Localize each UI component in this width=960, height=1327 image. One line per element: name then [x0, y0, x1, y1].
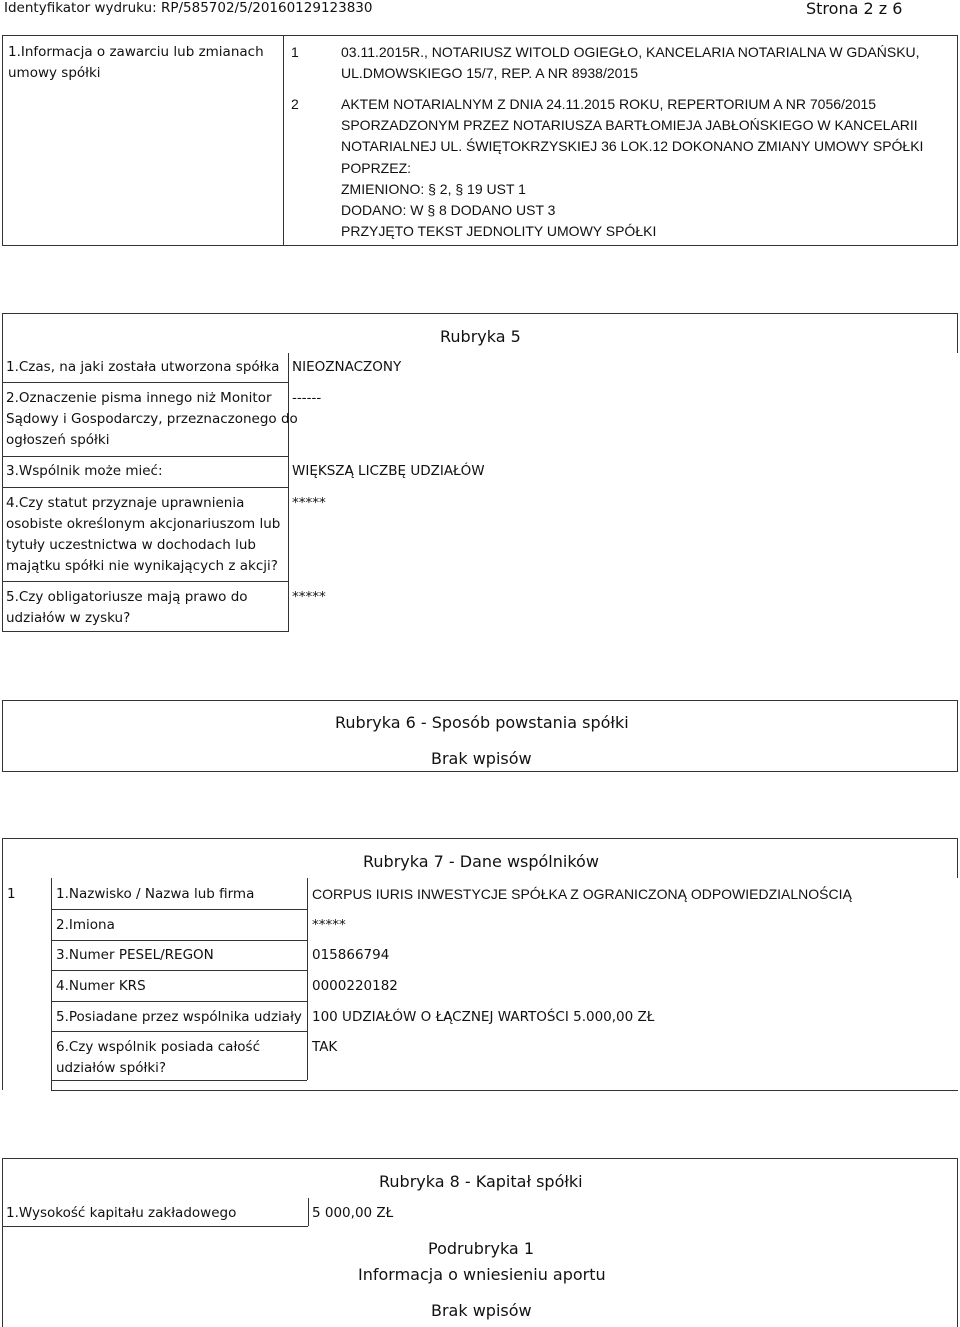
r7-value-all-shares: TAK: [312, 1039, 338, 1055]
r5-label-rights-cont: tytuły uczestnictwa w dochodach lub: [6, 537, 256, 553]
entry-number: 2: [291, 96, 299, 112]
r5-label-rights: 4.Czy statut przyznaje uprawnienia: [6, 495, 245, 511]
print-identifier: Identyfikator wydruku: RP/585702/5/20160129123830: [4, 0, 373, 16]
r7-value-shares-held: 100 UDZIAŁÓW O ŁĄCZNEJ WARTOŚCI 5.000,00 ZŁ: [312, 1009, 655, 1025]
r5-value-bondholders: *****: [292, 589, 326, 605]
r5-label-bondholders-cont: udziałów w zysku?: [6, 610, 131, 626]
partner-number: 1: [7, 886, 16, 902]
page-number: Strona 2 z 6: [806, 0, 903, 18]
r5-label-journal-cont: Sądowy i Gospodarczy, przeznaczonego do: [6, 411, 298, 427]
r5-value-rights: *****: [292, 495, 326, 511]
r5-label-shares: 3.Wspólnik może mieć:: [6, 463, 163, 479]
rubryka6-title: Rubryka 6 - Sposób powstania spółki: [335, 713, 629, 732]
entry-line: 03.11.2015R., NOTARIUSZ WITOLD OGIEGŁO, KANCELARIA NOTARIALNA W GDAŃSKU,: [341, 44, 920, 60]
r7-value-name: CORPUS IURIS INWESTYCJE SPÓŁKA Z OGRANICZONĄ ODPOWIEDZIALNOŚCIĄ: [312, 886, 852, 902]
r7-label-firstnames: 2.Imiona: [56, 917, 115, 933]
entry-line: UL.DMOWSKIEGO 15/7, REP. A NR 8938/2015: [341, 65, 638, 81]
r7-value-regon: 015866794: [312, 947, 390, 963]
r5-label-rights-cont: majątku spółki nie wynikających z akcji?: [6, 558, 278, 574]
entry-line: POPRZEZ:: [341, 160, 412, 176]
r5-label-journal-cont: ogłoszeń spółki: [6, 432, 110, 448]
r7-label-all-shares: 6.Czy wspólnik posiada całość: [56, 1039, 261, 1055]
r5-label-bondholders: 5.Czy obligatoriusze mają prawo do: [6, 589, 248, 605]
rubryka6-empty: Brak wpisów: [431, 749, 532, 768]
rubryka8-empty: Brak wpisów: [431, 1301, 532, 1320]
amendment-label: 1.Informacja o zawarciu lub zmianach: [8, 44, 264, 60]
entry-line: AKTEM NOTARIALNYM Z DNIA 24.11.2015 ROKU, REPERTORIUM A NR 7056/2015: [341, 96, 877, 112]
entry-line: NOTARIALNEJ UL. ŚWIĘTOKRZYSKIEJ 36 LOK.12 DOKONANO ZMIANY UMOWY SPÓŁKI: [341, 138, 924, 154]
r7-label-all-shares-cont: udziałów spółki?: [56, 1060, 167, 1076]
r7-label-krs: 4.Numer KRS: [56, 978, 146, 994]
r8-value-capital: 5 000,00 ZŁ: [312, 1205, 394, 1221]
rubryka5-title: Rubryka 5: [440, 327, 521, 346]
r7-label-shares-held: 5.Posiadane przez wspólnika udziały: [56, 1009, 302, 1025]
entry-line: PRZYJĘTO TEKST JEDNOLITY UMOWY SPÓŁKI: [341, 223, 657, 239]
r5-value-duration: NIEOZNACZONY: [292, 359, 402, 375]
r5-label-duration: 1.Czas, na jaki została utworzona spółka: [6, 359, 280, 375]
entry-line: SPORZADZONYM PRZEZ NOTARIUSZA BARTŁOMIEJA JABŁOŃSKIEGO W KANCELARII: [341, 117, 918, 133]
entry-line: DODANO: W § 8 DODANO UST 3: [341, 202, 556, 218]
r5-label-rights-cont: osobiste określonym akcjonariuszom lub: [6, 516, 281, 532]
subrubryka-title: Podrubryka 1: [428, 1239, 534, 1258]
entry-number: 1: [291, 44, 299, 60]
r8-label-capital: 1.Wysokość kapitału zakładowego: [6, 1205, 237, 1221]
r5-value-shares: WIĘKSZĄ LICZBĘ UDZIAŁÓW: [292, 463, 485, 479]
rubryka7-title: Rubryka 7 - Dane wspólników: [363, 852, 599, 871]
r7-value-krs: 0000220182: [312, 978, 398, 994]
r5-value-journal: ------: [292, 390, 322, 406]
amendment-label-cont: umowy spółki: [8, 65, 101, 81]
r5-label-journal: 2.Oznaczenie pisma innego niż Monitor: [6, 390, 272, 406]
r7-label-regon: 3.Numer PESEL/REGON: [56, 947, 214, 963]
r7-label-name: 1.Nazwisko / Nazwa lub firma: [56, 886, 255, 902]
subrubryka-subtitle: Informacja o wniesieniu aportu: [358, 1265, 606, 1284]
rubryka8-title: Rubryka 8 - Kapitał spółki: [379, 1172, 583, 1191]
r7-value-firstnames: *****: [312, 917, 346, 933]
entry-line: ZMIENIONO: § 2, § 19 UST 1: [341, 181, 526, 197]
